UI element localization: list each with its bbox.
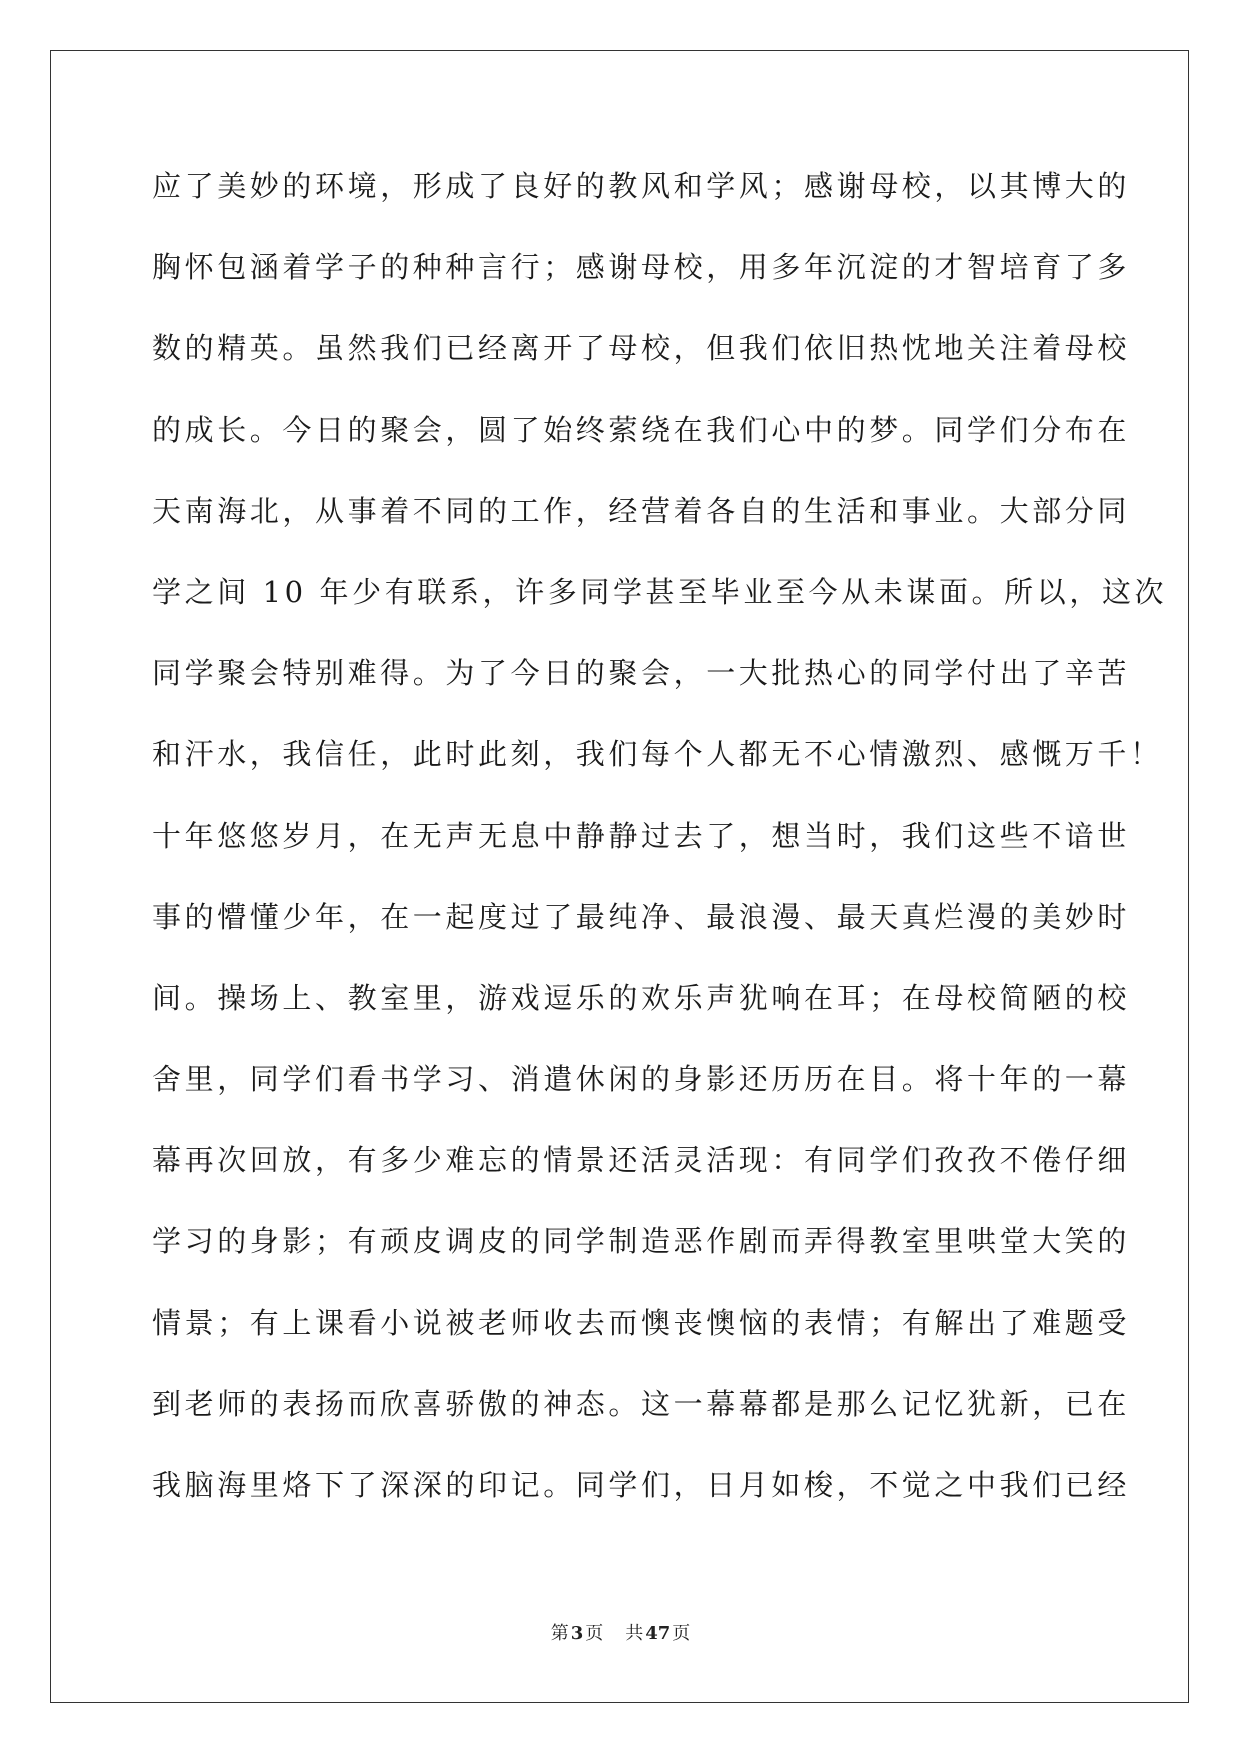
page-footer [0, 1622, 1241, 1646]
text-line: 舍里，同学们看书学习、消遣休闲的身影还历历在目。将十年的一幕 [152, 1062, 1131, 1097]
text-line: 学习的身影；有顽皮调皮的同学制造恶作剧而弄得教室里哄堂大笑的 [152, 1224, 1131, 1259]
text-line: 间。操场上、教室里，游戏逗乐的欢乐声犹响在耳；在母校简陋的校 [152, 980, 1131, 1015]
page-label-prefix: 第 [550, 1623, 569, 1644]
text-line: 胸怀包涵着学子的种种言行；感谢母校，用多年沉淀的才智培育了多 [152, 250, 1131, 285]
total-pages: 47 [645, 1623, 671, 1644]
text-line: 数的精英。虽然我们已经离开了母校，但我们依旧热忱地关注着母校 [152, 331, 1131, 366]
text-line: 到老师的表扬而欣喜骄傲的神态。这一幕幕都是那么记忆犹新，已在 [152, 1386, 1131, 1421]
total-label-suffix: 页 [672, 1623, 691, 1644]
text-line: 幕再次回放，有多少难忘的情景还活灵活现：有同学们孜孜不倦仔细 [152, 1143, 1131, 1178]
text-line: 天南海北，从事着不同的工作，经营着各自的生活和事业。大部分同 [152, 493, 1131, 528]
text-line: 学之间 10 年少有联系，许多同学甚至毕业至今从未谋面。所以，这次 [152, 574, 1168, 609]
text-line: 的成长。今日的聚会，圆了始终萦绕在我们心中的梦。同学们分布在 [152, 412, 1131, 447]
text-line: 我脑海里烙下了深深的印记。同学们，日月如梭，不觉之中我们已经 [152, 1468, 1131, 1502]
total-label-prefix: 共 [625, 1623, 644, 1644]
text-line: 情景；有上课看小说被老师收去而懊丧懊恼的表情；有解出了难题受 [152, 1305, 1131, 1340]
text-line: 和汗水，我信任，此时此刻，我们每个人都无不心情激烈、感慨万千！ [152, 737, 1163, 772]
text-line: 应了美妙的环境，形成了良好的教风和学风；感谢母校，以其博大的 [152, 169, 1131, 203]
text-line: 同学聚会特别难得。为了今日的聚会，一大批热心的同学付出了辛苦 [152, 656, 1131, 691]
text-line: 十年悠悠岁月，在无声无息中静静过去了，想当时，我们这些不谙世 [152, 818, 1131, 853]
body-text [152, 162, 1168, 1542]
page-number: 3 [570, 1623, 584, 1644]
page-label-suffix: 页 [585, 1623, 604, 1644]
text-line: 事的懵懂少年，在一起度过了最纯净、最浪漫、最天真烂漫的美妙时 [152, 899, 1131, 934]
